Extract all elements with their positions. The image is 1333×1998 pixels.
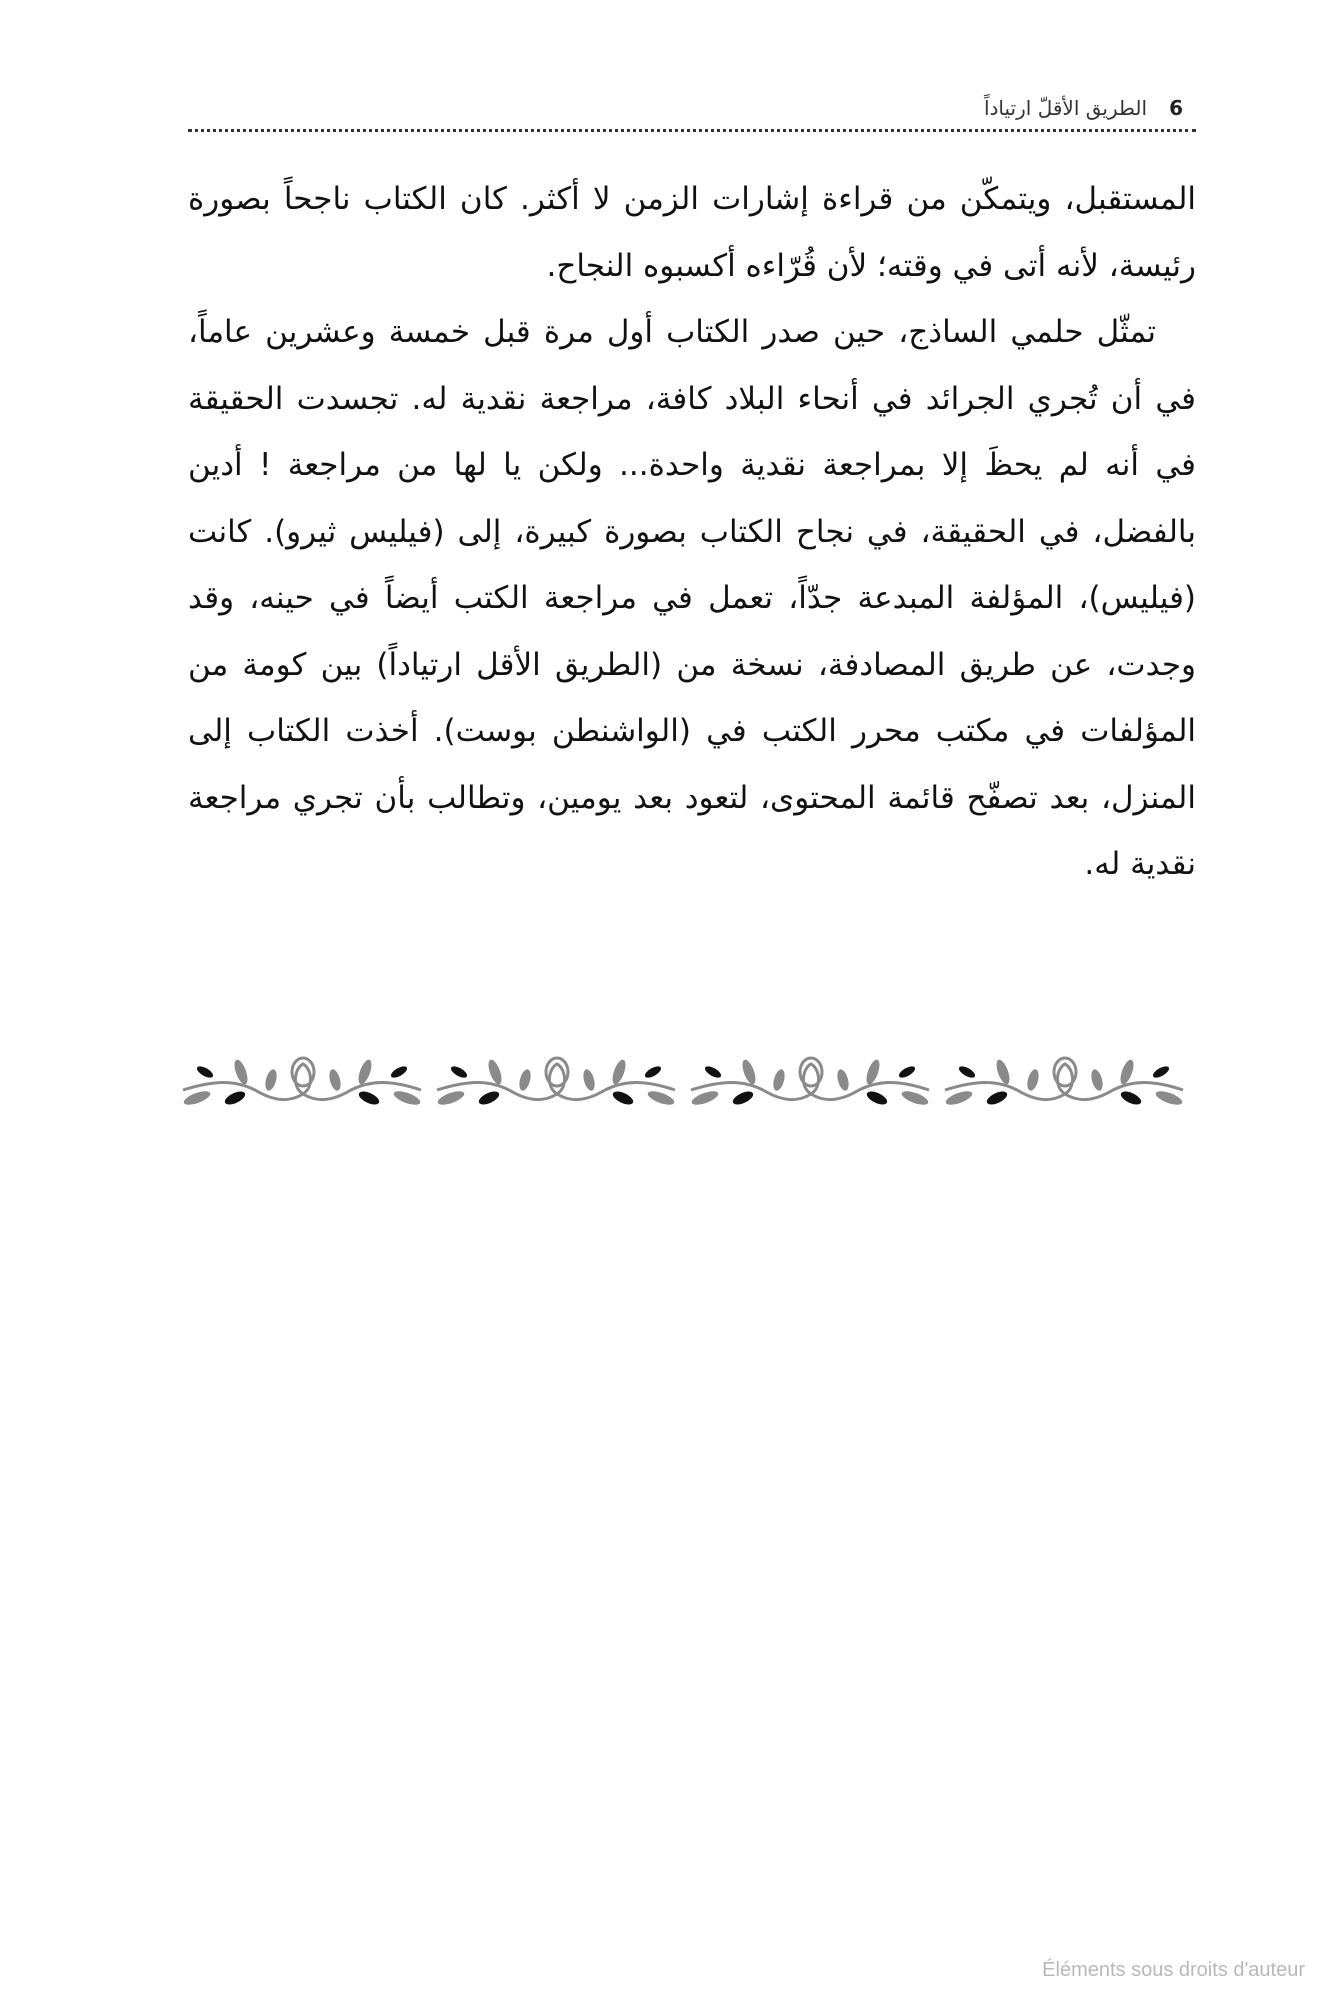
floral-ornament-divider — [175, 1050, 1191, 1110]
copyright-notice: Éléments sous droits d'auteur — [1042, 1959, 1305, 1981]
floral-vine-icon — [175, 1050, 429, 1110]
header-dotted-divider — [188, 129, 1196, 132]
floral-vine-icon — [429, 1050, 683, 1110]
floral-vine-icon — [683, 1050, 937, 1110]
paragraph-1: المستقبل، ويتمكّن من قراءة إشارات الزمن لا أكثر. كان الكتاب ناجحاً بصورة رئيسة، لأنه أتى في وقته؛ لأن قُرّاءه أكسبوه النجاح. — [188, 181, 1196, 284]
paragraph-2: تمثّل حلمي الساذج، حين صدر الكتاب أول مرة قبل خمسة وعشرين عاماً، في أن تُجري الجرائد في أنحاء البلاد كافة، مراجعة نقدية له. تجسدت الحقيقة في أنه لم يحظَ إلا بمراجعة نقدية واحدة... ولكن يا لها من مراجعة ! أدين بالفضل، في الحقيقة، في نجاح الكتاب بصورة كبيرة، إلى (فيليس ثيرو). كانت (فيليس)، المؤلفة المبدعة جدّاً، تعمل في مراجعة الكتب أيضاً في حينه، وقد وجدت، عن طريق المصادفة، نسخة من (الطريق الأقل ارتياداً) بين كومة من المؤلفات في مكتب محرر الكتب في (الواشنطن بوست). أخذت الكتاب إلى المنزل، بعد تصفّح قائمة المحتوى، لتعود بعد يومين، وتطالب بأن تجري مراجعة نقدية له. — [188, 314, 1196, 882]
floral-vine-icon — [937, 1050, 1191, 1110]
running-title: الطريق الأقلّ ارتياداً — [983, 96, 1148, 120]
body-text — [188, 166, 1196, 898]
page-header — [984, 96, 1183, 120]
page-number: 6 — [1169, 96, 1183, 120]
